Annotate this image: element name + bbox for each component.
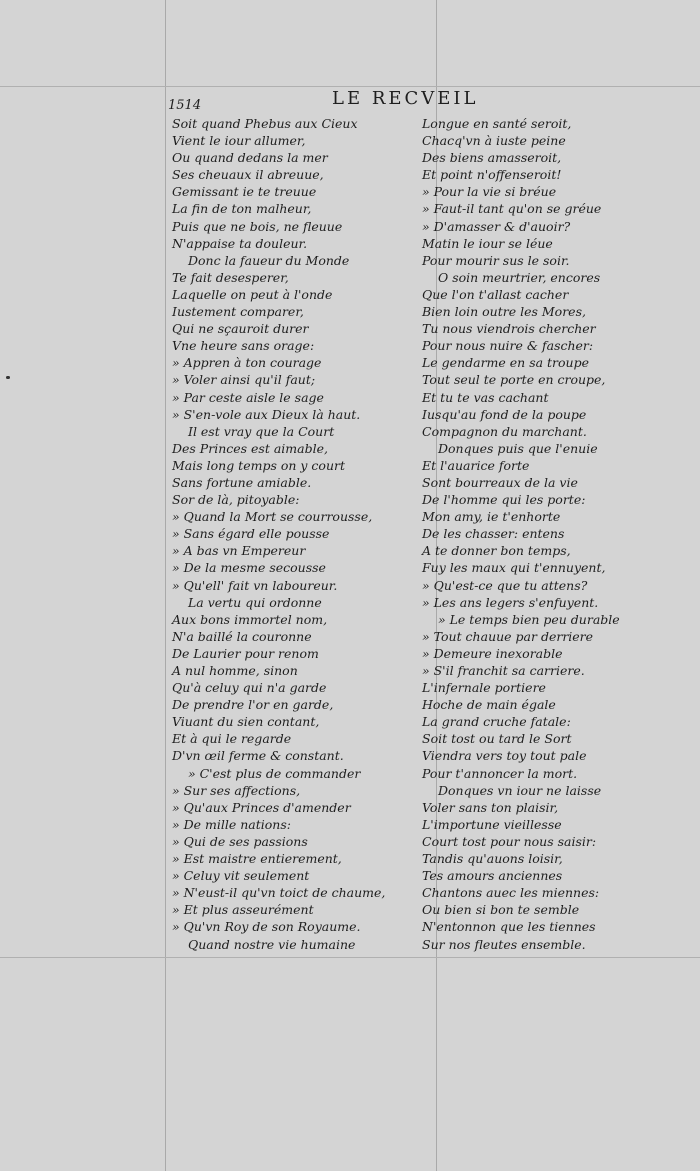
poem-line: » D'amasser & d'auoir? bbox=[422, 218, 571, 234]
poem-line: » Qu'ell' fait vn laboureur. bbox=[172, 577, 338, 593]
poem-line: Soit quand Phebus aux Cieux bbox=[172, 116, 358, 131]
poem-line: N'a baillé la couronne bbox=[172, 628, 312, 644]
poem-line: » Faut-il tant qu'on se gréue bbox=[422, 201, 602, 217]
poem-line: Compagnon du marchant. bbox=[422, 423, 587, 439]
poem-line: Donques vn iour ne laisse bbox=[438, 782, 602, 798]
poem-line: » Celuy vit seulement bbox=[172, 868, 310, 884]
poem-line: Soit tost ou tard le Sort bbox=[422, 731, 572, 747]
poem-line: Pour nous nuire & fascher: bbox=[422, 338, 594, 354]
poem-line: » Demeure inexorable bbox=[422, 645, 563, 661]
poem-line: » Qu'est-ce que tu attens? bbox=[422, 577, 588, 593]
poem-line: Voler sans ton plaisir, bbox=[422, 799, 559, 815]
poem-line: » Quand la Mort se courrousse, bbox=[172, 509, 373, 525]
poem-line: Sans fortune amiable. bbox=[172, 474, 312, 490]
poem-line: De les chasser: entens bbox=[422, 526, 565, 542]
poem-line: Ou quand dedans la mer bbox=[172, 150, 328, 166]
poem-line: » Est maistre entierement, bbox=[172, 851, 342, 867]
poem-line: » A bas vn Empereur bbox=[172, 543, 306, 559]
poem-line: Tu nous viendrois chercher bbox=[422, 321, 596, 337]
poem-line: O soin meurtrier, encores bbox=[438, 269, 601, 285]
poem-line: » Par ceste aisle le sage bbox=[172, 389, 324, 405]
poem-line: Tout seul te porte en croupe, bbox=[422, 372, 606, 388]
poem-line: Tandis qu'auons loisir, bbox=[422, 851, 563, 867]
poem-line: Quand nostre vie humaine bbox=[188, 936, 356, 952]
poem-line: Te fait desesperer, bbox=[172, 269, 289, 285]
poem-line: Et tu te vas cachant bbox=[422, 389, 549, 405]
poem-line: Et à qui le regarde bbox=[172, 731, 292, 747]
poem-line: Vne heure sans orage: bbox=[172, 338, 315, 354]
running-title: LE RECVEIL bbox=[332, 88, 479, 109]
poem-line: » Les ans legers s'enfuyent. bbox=[422, 594, 599, 610]
poem-line: » N'eust-il qu'vn toict de chaume, bbox=[172, 885, 386, 901]
poem-line: Chantons auec les miennes: bbox=[422, 885, 600, 901]
poem-line: De Laurier pour renom bbox=[172, 645, 319, 661]
poem-line: Le gendarme en sa troupe bbox=[422, 355, 590, 371]
poem-line: Tes amours anciennes bbox=[422, 868, 563, 884]
page-ruling-line bbox=[0, 957, 700, 958]
poem-line: Sur nos fleutes ensemble. bbox=[422, 936, 586, 952]
poem-line: » Pour la vie si bréue bbox=[422, 184, 557, 200]
poem-line: A te donner bon temps, bbox=[422, 543, 571, 559]
poem-line: Iusqu'au fond de la poupe bbox=[422, 406, 587, 422]
poem-line: Viuant du sien contant, bbox=[172, 714, 320, 730]
poem-line: Des Princes est aimable, bbox=[172, 440, 328, 456]
poem-line: De l'homme qui les porte: bbox=[422, 492, 586, 508]
poem-line: Laquelle on peut à l'onde bbox=[172, 286, 333, 302]
poem-line: Iustement comparer, bbox=[172, 304, 304, 320]
poem-line: Qu'à celuy qui n'a garde bbox=[172, 680, 327, 696]
poem-line: » De mille nations: bbox=[172, 816, 291, 832]
poem-line: Qui ne sçauroit durer bbox=[172, 321, 309, 337]
poem-line: Viendra vers toy tout pale bbox=[422, 748, 587, 764]
poem-line: Que l'on t'allast cacher bbox=[422, 286, 569, 302]
poem-line: » C'est plus de commander bbox=[188, 765, 361, 781]
poem-line: » Voler ainsi qu'il faut; bbox=[172, 372, 316, 388]
poem-line: Pour mourir sus le soir. bbox=[422, 252, 570, 268]
poem-line: Sor de là, pitoyable: bbox=[172, 492, 300, 508]
poem-line: Donc la faueur du Monde bbox=[188, 252, 350, 268]
poem-line: Donques puis que l'enuie bbox=[438, 440, 598, 456]
poem-line: » Qu'vn Roy de son Royaume. bbox=[172, 919, 361, 935]
poem-line: Court tost pour nous saisir: bbox=[422, 833, 597, 849]
poem-line: N'appaise ta douleur. bbox=[172, 235, 308, 251]
poem-line: L'importune vieillesse bbox=[422, 816, 562, 832]
poem-line: Hoche de main égale bbox=[422, 697, 556, 713]
page-ruling-line bbox=[165, 0, 166, 1171]
poem-line: A nul homme, sinon bbox=[172, 663, 298, 678]
poem-line: D'vn œil ferme & constant. bbox=[172, 748, 344, 764]
poem-right-column bbox=[422, 115, 620, 953]
poem-line: Ses cheuaux il abreuue, bbox=[172, 167, 324, 183]
poem-line: » Le temps bien peu durable bbox=[438, 611, 620, 627]
poem-line: » Et plus asseurément bbox=[172, 902, 314, 918]
poem-line: Chacq'vn à iuste peine bbox=[422, 133, 566, 149]
poem-line: La fin de ton malheur, bbox=[172, 201, 312, 217]
poem-line: Matin le iour se léue bbox=[422, 235, 553, 251]
poem-line: Pour t'annoncer la mort. bbox=[422, 765, 578, 781]
poem-line: Ou bien si bon te semble bbox=[422, 902, 580, 918]
poem-line: Mais long temps on y court bbox=[172, 457, 346, 473]
poem-line: » De la mesme secousse bbox=[172, 560, 326, 576]
poem-line: De prendre l'or en garde, bbox=[172, 697, 334, 713]
poem-line: Des biens amasseroit, bbox=[422, 150, 562, 166]
poem-line: La vertu qui ordonne bbox=[188, 594, 322, 610]
poem-line: » Qu'aux Princes d'amender bbox=[172, 799, 351, 815]
poem-line: Vient le iour allumer, bbox=[172, 133, 306, 149]
poem-line: Gemissant ie te treuue bbox=[172, 184, 317, 200]
poem-line: Sont bourreaux de la vie bbox=[422, 474, 578, 490]
poem-line: Bien loin outre les Mores, bbox=[422, 304, 586, 320]
poem-line: Et l'auarice forte bbox=[422, 457, 530, 473]
ink-speck bbox=[6, 376, 10, 379]
poem-line: » Tout chauue par derriere bbox=[422, 628, 594, 644]
poem-line: » S'en-vole aux Dieux là haut. bbox=[172, 406, 361, 422]
poem-line: Mon amy, ie t'enhorte bbox=[422, 509, 561, 525]
poem-line: N'entonnon que les tiennes bbox=[422, 919, 596, 935]
poem-line: Aux bons immortel nom, bbox=[172, 611, 328, 627]
poem-line: Longue en santé seroit, bbox=[422, 116, 572, 131]
poem-line: » S'il franchit sa carriere. bbox=[422, 663, 585, 678]
poem-line: Puis que ne bois, ne fleuue bbox=[172, 218, 343, 234]
poem-line: Et point n'offenseroit! bbox=[422, 167, 562, 183]
page-number: 1514 bbox=[168, 98, 202, 113]
poem-line: » Sur ses affections, bbox=[172, 782, 301, 798]
poem-left-column bbox=[172, 115, 385, 953]
poem-line: » Qui de ses passions bbox=[172, 833, 308, 849]
poem-line: L'infernale portiere bbox=[422, 680, 546, 696]
poem-line: » Sans égard elle pousse bbox=[172, 526, 330, 542]
page-ruling-line bbox=[0, 86, 700, 87]
poem-line: » Appren à ton courage bbox=[172, 355, 322, 371]
poem-line: Fuy les maux qui t'ennuyent, bbox=[422, 560, 606, 576]
poem-line: La grand cruche fatale: bbox=[422, 714, 571, 730]
poem-line: Il est vray que la Court bbox=[188, 423, 335, 439]
